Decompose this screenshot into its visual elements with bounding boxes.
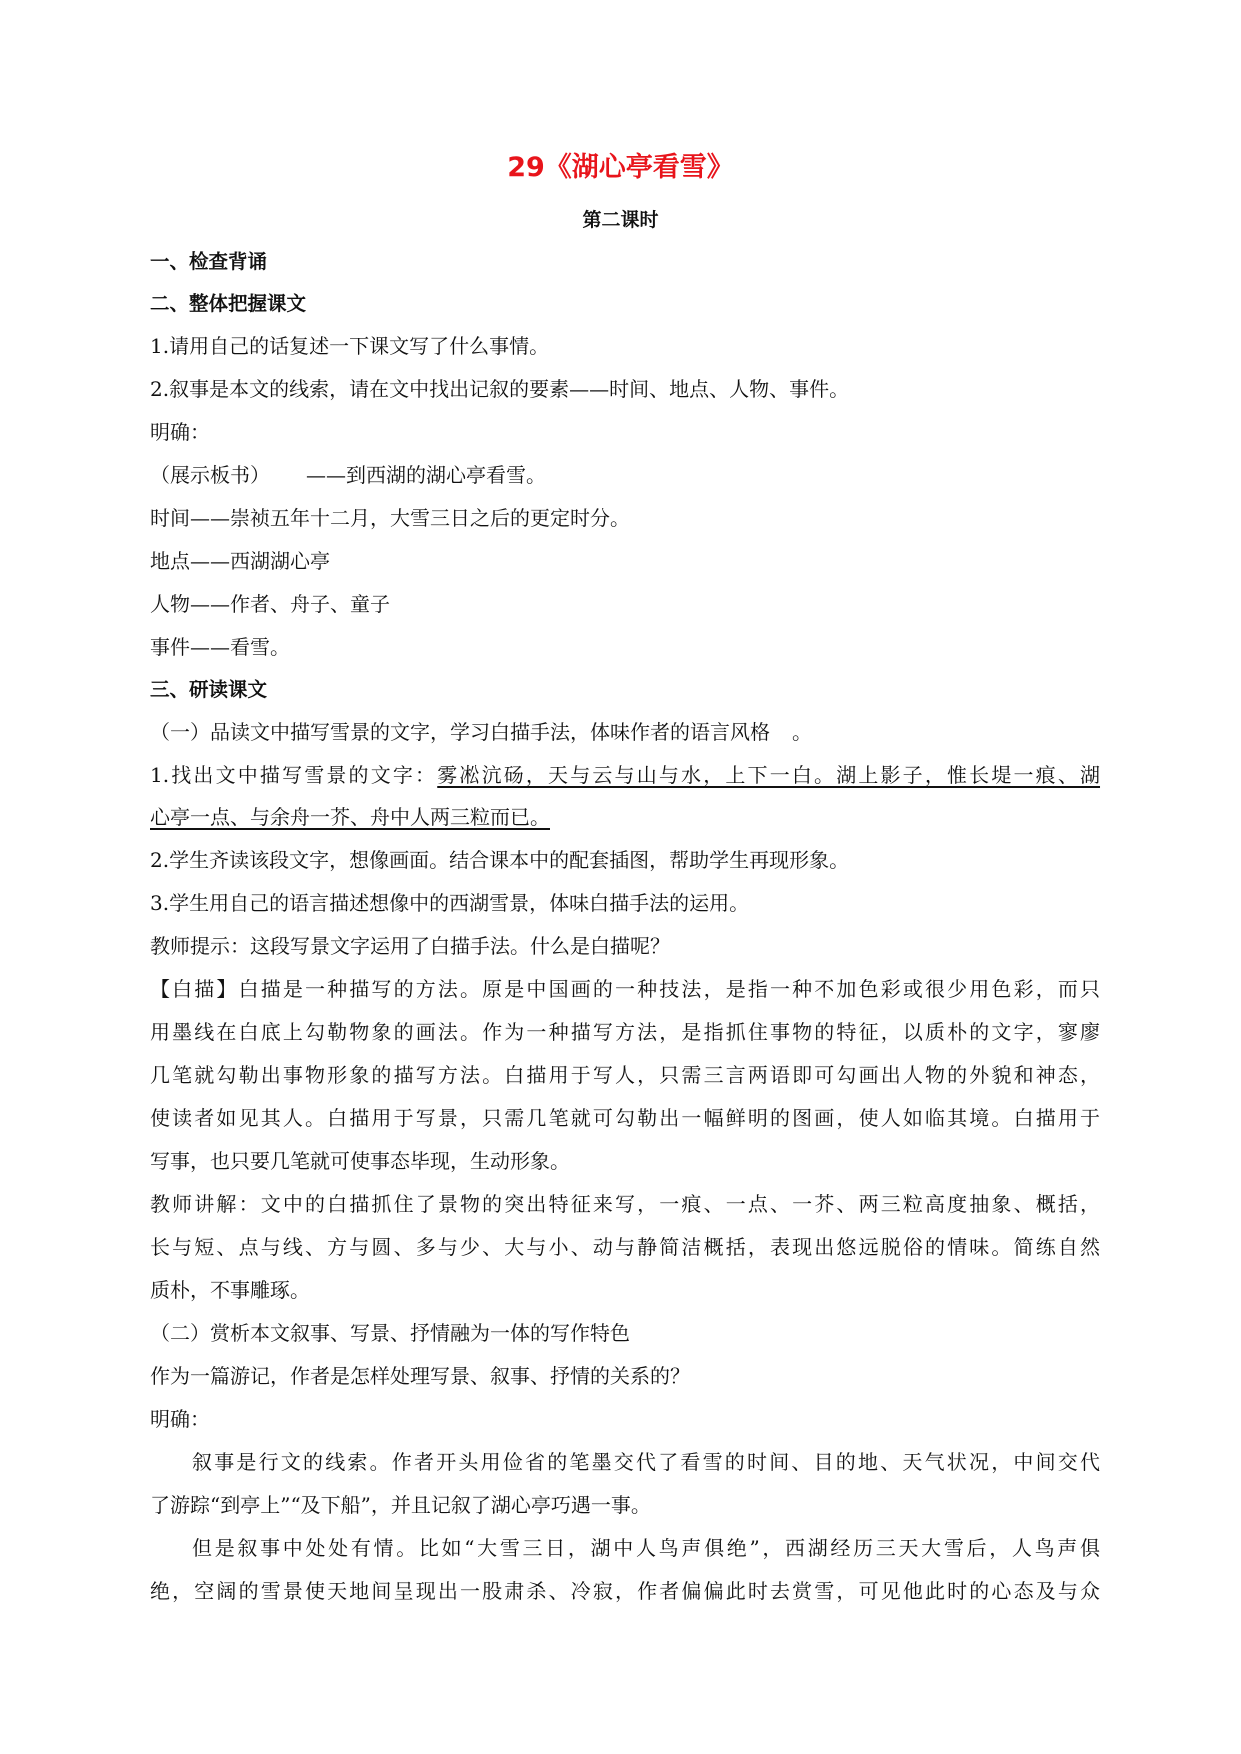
explain-line-1: 教师讲解：文中的白描抓住了景物的突出特征来写，一痕、一点、一芥、两三粒高度抽象、概括， xyxy=(150,1192,1100,1216)
board-text: ——到西湖的湖心亭看雪。 xyxy=(306,463,546,487)
point-3: 3.学生用自己的语言描述想像中的西湖雪景，体味白描手法的运用。 xyxy=(150,891,750,915)
teacher-tip: 教师提示：这段写景文字运用了白描手法。什么是白描呢？ xyxy=(150,934,670,958)
board-line xyxy=(150,461,1100,489)
para2-line-2: 绝，空阔的雪景使天地间呈现出一股肃杀、冷寂，作者偏偏此时去赏雪，可见他此时的心态及与众 xyxy=(150,1579,1100,1603)
para1-line-2: 了游踪“到亭上”“及下船”，并且记叙了湖心亭巧遇一事。 xyxy=(150,1493,651,1517)
part1-heading-end: 。 xyxy=(792,720,812,744)
board-label: （展示板书） xyxy=(150,463,270,487)
question-1: 1.请用自己的话复述一下课文写了什么事情。 xyxy=(150,334,550,358)
point-1-line-2 xyxy=(150,803,1100,831)
baimiao-line-2: 用墨线在白底上勾勒物象的画法。作为一种描写方法，是指抓住事物的特征，以质朴的文字，寥廖 xyxy=(150,1020,1100,1044)
snow-scene-quote-b: 心亭一点、与余舟一芥、舟中人两三粒而已。 xyxy=(150,805,550,829)
page-subtitle: 第二课时 xyxy=(582,209,659,231)
section-heading-3: 三、研读课文 xyxy=(150,678,268,701)
baimiao-line-3: 几笔就勾勒出事物形象的描写方法。白描用于写人，只需三言两语即可勾画出人物的外貌和神态， xyxy=(150,1063,1100,1087)
part2-question: 作为一篇游记，作者是怎样处理写景、叙事、抒情的关系的？ xyxy=(150,1364,690,1388)
baimiao-line-5: 写事，也只要几笔就可使事态毕现，生动形象。 xyxy=(150,1149,570,1173)
element-place: 地点——西湖湖心亭 xyxy=(150,549,330,573)
section-heading-1: 一、检查背诵 xyxy=(150,250,268,273)
point-1-line-1 xyxy=(150,761,1100,789)
section-heading-2: 二、整体把握课文 xyxy=(150,292,307,315)
part1-heading xyxy=(150,718,1100,746)
part2-heading: （二）赏析本文叙事、写景、抒情融为一体的写作特色 xyxy=(150,1321,630,1345)
page-title: 29《湖心亭看雪》 xyxy=(507,152,734,183)
clarify-label-2: 明确： xyxy=(150,1407,210,1431)
para2-line-1: 但是叙事中处处有情。比如“大雪三日，湖中人鸟声俱绝”，西湖经历三天大雪后，人鸟声俱 xyxy=(192,1536,1100,1560)
point-2: 2.学生齐读该段文字，想像画面。结合课本中的配套插图，帮助学生再现形象。 xyxy=(150,848,850,872)
baimiao-line-1: 【白描】白描是一种描写的方法。原是中国画的一种技法，是指一种不加色彩或很少用色彩，而只 xyxy=(150,977,1100,1001)
question-2: 2.叙事是本文的线索，请在文中找出记叙的要素——时间、地点、人物、事件。 xyxy=(150,377,850,401)
element-people: 人物——作者、舟子、童子 xyxy=(150,592,390,616)
explain-line-3: 质朴，不事雕琢。 xyxy=(150,1278,310,1302)
snow-scene-quote-a: 雾凇沆砀，天与云与山与水，上下一白。湖上影子，惟长堤一痕、湖 xyxy=(437,763,1101,787)
point-1-prefix: 1.找出文中描写雪景的文字： xyxy=(150,763,438,787)
element-event: 事件——看雪。 xyxy=(150,635,290,659)
clarify-label-1: 明确： xyxy=(150,420,210,444)
element-time: 时间——崇祯五年十二月，大雪三日之后的更定时分。 xyxy=(150,506,630,530)
part1-heading-text: （一）品读文中描写雪景的文字，学习白描手法，体味作者的语言风格 xyxy=(150,720,770,744)
explain-line-2: 长与短、点与线、方与圆、多与少、大与小、动与静简洁概括，表现出悠远脱俗的情味。简练自然 xyxy=(150,1235,1100,1259)
para1-line-1: 叙事是行文的线索。作者开头用俭省的笔墨交代了看雪的时间、目的地、天气状况，中间交代 xyxy=(192,1450,1100,1474)
baimiao-line-4: 使读者如见其人。白描用于写景，只需几笔就可勾勒出一幅鲜明的图画，使人如临其境。白描用于 xyxy=(150,1106,1100,1130)
